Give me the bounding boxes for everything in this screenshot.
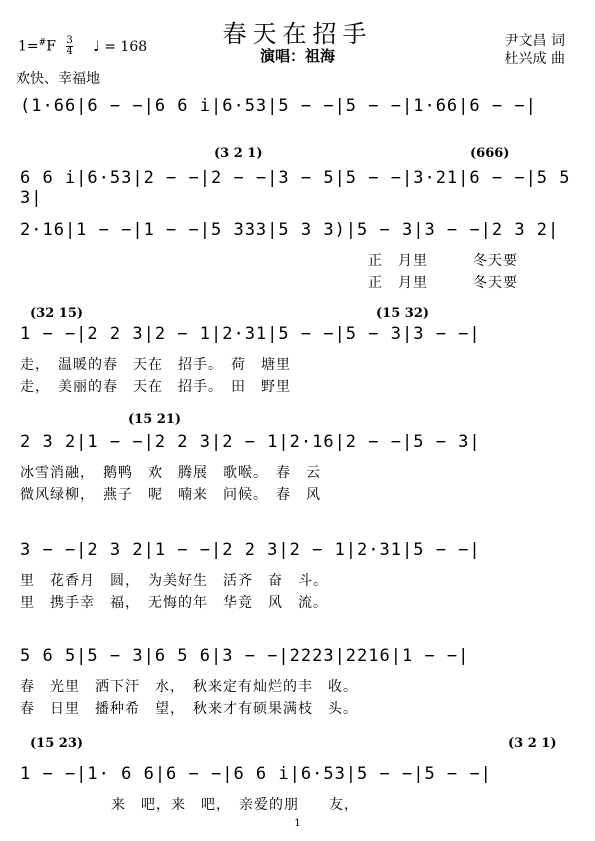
notation-line: 2·16|1 − −|1 − −|5 333|5 3 3)|5 − 3|3 − −|2 3 2| [20,220,560,240]
lyric-verse-1: 春 光里 洒下汗 水， 秋来定有灿烂的丰 收。 [20,679,358,695]
lyric-verse-2: 春 日里 播种希 望， 秋来才有硕果满枝 头。 [20,701,358,717]
notation-line: 1 − −|1· 6 6|6 − −|6 6 i|6·53|5 − −|5 − −| [20,764,492,784]
time-signature: $\frac{3}{4}$ [66,35,73,57]
key-signature: 1=#F $\frac{3}{4}$ ♩ = 168 [18,35,148,57]
ornament: (15 21) [128,412,182,427]
lyric-verse-1: 冰雪消融， 鹅鸭 欢 腾展 歌喉。 春 云 [20,465,321,481]
lyric-verse-2: 走， 美丽的春 天在 招手。 田 野里 [20,379,291,395]
ornament: (15 32) [376,306,430,321]
page-number: 1 [294,818,301,829]
ornament: (666) [470,146,510,161]
ornament: (3 2 1) [214,146,263,161]
notation-line: 6 6 i|6·53|2 − −|2 − −|3 − 5|5 − −|3·21|6 − −|5 5 3| [20,168,571,208]
tempo-marking: ♩ = 168 [93,38,148,55]
notation-line: (1·66|6 − −|6 6 i|6·53|5 − −|5 − −|1·66|6 − −| [20,96,537,116]
notation-line: 5 6 5|5 − 3|6 5 6|3 − −|2223|2216|1 − −| [20,646,470,666]
lyric-verse-1: 走， 温暖的春 天在 招手。 荷 塘里 [20,357,291,373]
singer-credit: 演唱：祖海 [259,47,335,65]
composer-credit: 杜兴成 曲 [504,51,565,67]
lyric-verse-1: 正 月里 冬天要 [368,253,518,269]
song-title: 春天在招手 [222,20,373,48]
lyric-verse-1: 里 花香月 圆， 为美好生 活齐 奋 斗。 [20,573,328,589]
lyric-verse-2: 里 携手幸 福， 无悔的年 华竞 风 流。 [20,595,328,611]
ornament: (15 23) [30,736,84,751]
notation-line: 3 − −|2 3 2|1 − −|2 2 3|2 − 1|2·31|5 − −| [20,540,481,560]
expression-marking: 欢快、幸福地 [16,71,100,87]
notation-line: 1 − −|2 2 3|2 − 1|2·31|5 − −|5 − 3|3 − −| [20,324,481,344]
lyric-verse-1: 来 吧，来 吧， 亲爱的朋 友， [96,797,359,813]
lyricist-credit: 尹文昌 词 [504,33,565,49]
ornament: (32 15) [30,306,84,321]
notation-line: 2 3 2|1 − −|2 2 3|2 − 1|2·16|2 − −|5 − 3| [20,432,481,452]
lyric-verse-2: 微风绿柳， 燕子 呢 喃来 问候。 春 风 [20,487,321,503]
lyric-verse-2: 正 月里 冬天要 [368,275,518,291]
ornament: (3 2 1) [508,736,557,751]
